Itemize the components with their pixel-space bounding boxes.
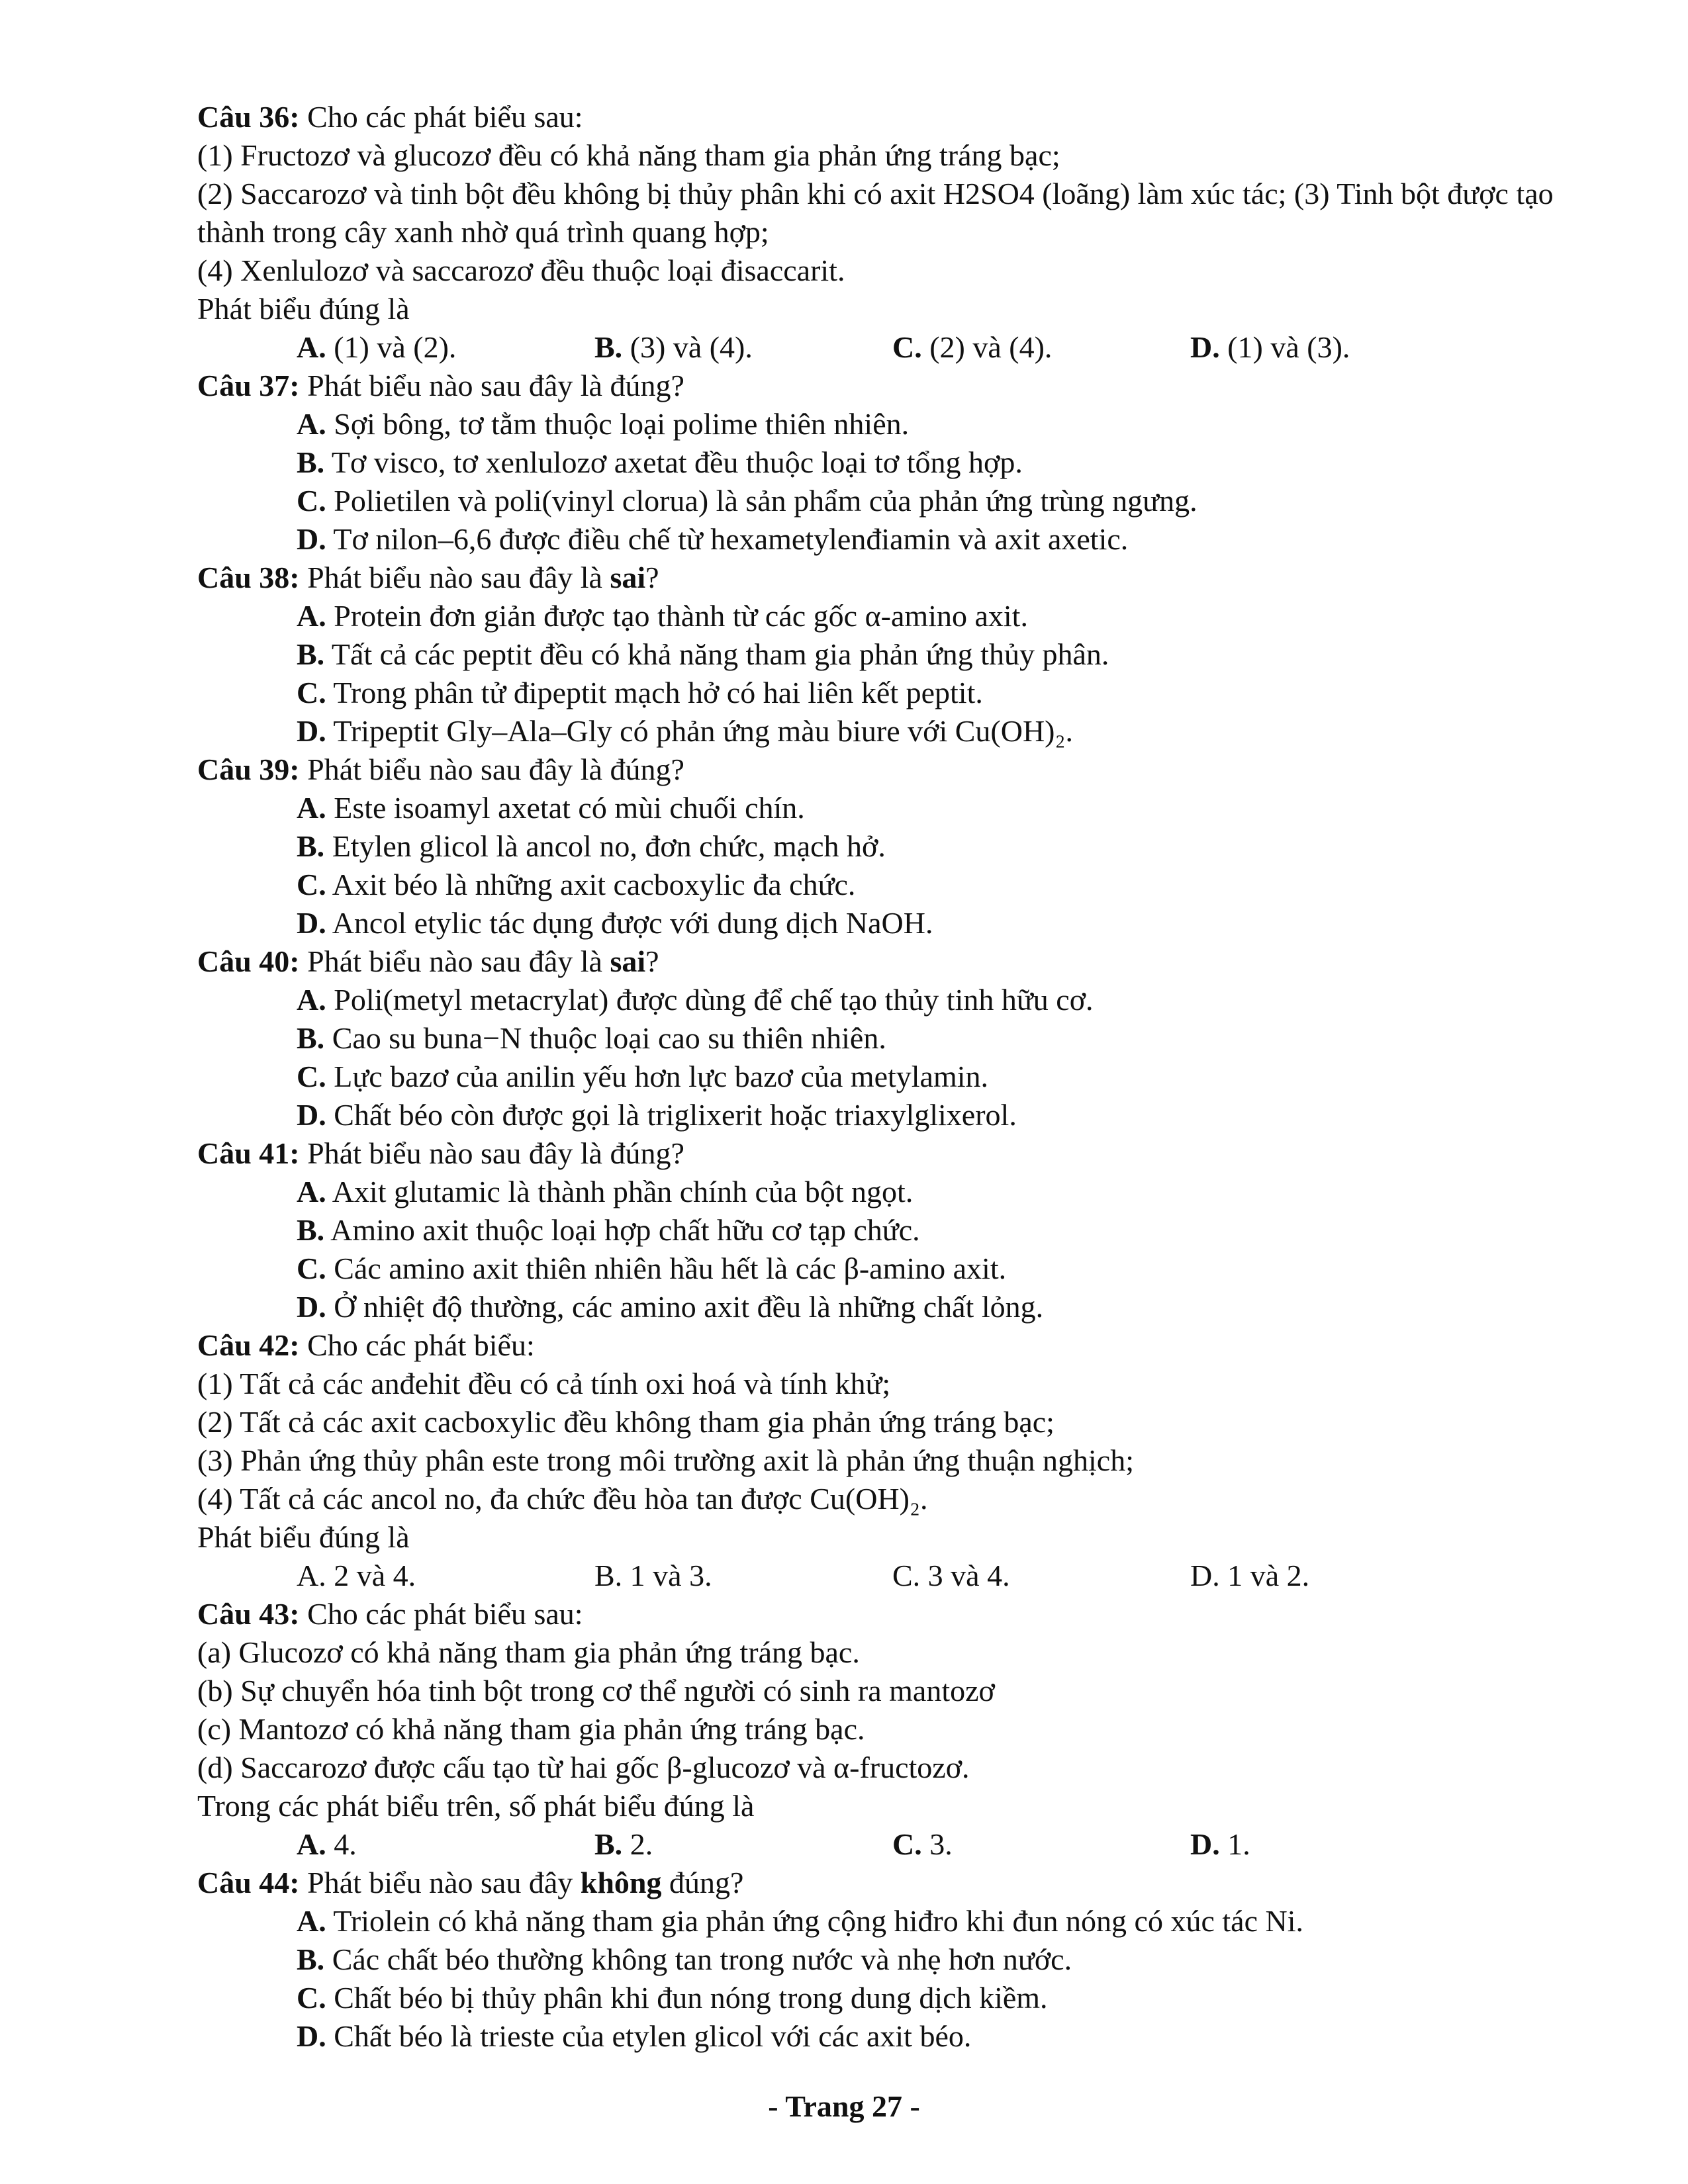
- option-key: C.: [297, 1060, 326, 1093]
- question-37: [197, 367, 1574, 405]
- statement: (d) Saccarozơ được cấu tạo từ hai gốc β-glucozơ và α-fructozơ.: [197, 1751, 970, 1784]
- option-d[interactable]: [197, 520, 1574, 559]
- option-key: A.: [297, 1175, 326, 1208]
- emphasis-word: không: [580, 1866, 662, 1899]
- option-text: Tripeptit Gly–Ala–Gly có phản ứng màu biure với Cu(OH)₂.: [326, 714, 1074, 748]
- option-text: (2) và (4).: [921, 330, 1053, 364]
- option-key: D.: [297, 522, 326, 556]
- option-a[interactable]: [197, 1902, 1574, 1940]
- question-stem: Phát biểu nào sau đây là: [299, 944, 610, 978]
- option-c[interactable]: [892, 1825, 1190, 1864]
- option-text: Cao su buna−N thuộc loại cao su thiên nhiên.: [324, 1021, 886, 1055]
- option-text: Triolein có khả năng tham gia phản ứng cộng hiđro khi đun nóng có xúc tác Ni.: [326, 1904, 1303, 1938]
- option-text: Polietilen và poli(vinyl clorua) là sản phẩm của phản ứng trùng ngưng.: [326, 484, 1197, 518]
- option-c[interactable]: C. 3 và 4.: [892, 1559, 1010, 1592]
- option-key: A.: [297, 407, 326, 441]
- option-text: 1.: [1219, 1827, 1250, 1861]
- option-text: (3) và (4).: [622, 330, 753, 364]
- option-key: D.: [297, 714, 326, 748]
- option-key: C.: [297, 1981, 326, 2015]
- statement: (2) Saccarozơ và tinh bột đều không bị thủy phân khi có axit H2SO4 (loãng) làm xúc tác; (3) Tinh bột được tạo thành trong cây xanh nhờ quá trình quang hợp;: [197, 177, 1554, 249]
- option-text: Poli(metyl metacrylat) được dùng để chế tạo thủy tinh hữu cơ.: [326, 983, 1094, 1017]
- question-36: [197, 98, 1574, 136]
- option-c[interactable]: [892, 328, 1190, 367]
- option-a[interactable]: [197, 1173, 1574, 1211]
- question-label: Câu 37:: [197, 369, 300, 402]
- option-a[interactable]: [297, 1825, 594, 1864]
- question-tail: Phát biểu đúng là: [197, 1520, 410, 1554]
- option-b[interactable]: [594, 328, 892, 367]
- option-text: Các chất béo thường không tan trong nước và nhẹ hơn nước.: [324, 1942, 1072, 1976]
- option-text: Các amino axit thiên nhiên hầu hết là các β-amino axit.: [326, 1251, 1007, 1285]
- option-d[interactable]: [197, 1096, 1574, 1134]
- question-stem: Phát biểu nào sau đây là: [299, 561, 610, 594]
- question-list: [197, 98, 1574, 2056]
- option-key: C.: [297, 676, 326, 709]
- question-stem: Cho các phát biểu:: [299, 1328, 535, 1362]
- option-d[interactable]: [1190, 1825, 1488, 1864]
- question-label: Câu 44:: [197, 1866, 300, 1899]
- option-key: D.: [297, 1290, 326, 1324]
- question-43: [197, 1595, 1574, 1633]
- option-a[interactable]: [197, 597, 1574, 635]
- emphasis-word: sai: [610, 561, 646, 594]
- option-text: Axit béo là những axit cacboxylic đa chức.: [326, 868, 856, 901]
- answer-options: [197, 1825, 1574, 1864]
- question-stem: Phát biểu nào sau đây: [299, 1866, 581, 1899]
- option-key: A.: [297, 983, 326, 1017]
- option-text: Amino axit thuộc loại hợp chất hữu cơ tạp chức.: [324, 1213, 920, 1247]
- page-number: - Trang 27 -: [768, 2089, 920, 2123]
- option-text: Ở nhiệt độ thường, các amino axit đều là những chất lỏng.: [326, 1290, 1044, 1324]
- option-d[interactable]: [197, 2017, 1574, 2056]
- question-stem: Phát biểu nào sau đây là đúng?: [299, 1136, 684, 1170]
- option-key: C.: [892, 1827, 922, 1861]
- option-c[interactable]: [197, 866, 1574, 904]
- option-key: B.: [297, 1213, 325, 1247]
- question-stem-end: ?: [645, 944, 659, 978]
- option-a[interactable]: [197, 789, 1574, 827]
- statement: (2) Tất cả các axit cacboxylic đều không tham gia phản ứng tráng bạc;: [197, 1405, 1055, 1439]
- option-c[interactable]: [197, 674, 1574, 712]
- question-40: [197, 942, 1574, 981]
- option-key: A.: [297, 330, 326, 364]
- option-text: Tất cả các peptit đều có khả năng tham gia phản ứng thủy phân.: [324, 637, 1109, 671]
- question-label: Câu 43:: [197, 1597, 300, 1631]
- option-text: (1) và (3).: [1219, 330, 1350, 364]
- option-b[interactable]: [197, 1019, 1574, 1058]
- question-38: [197, 559, 1574, 597]
- question-stem: Cho các phát biểu sau:: [299, 1597, 583, 1631]
- option-d[interactable]: D. 1 và 2.: [1190, 1559, 1310, 1592]
- option-key: B.: [297, 829, 325, 863]
- option-d[interactable]: [1190, 328, 1488, 367]
- option-c[interactable]: [197, 482, 1574, 520]
- statement: (1) Fructozơ và glucozơ đều có khả năng tham gia phản ứng tráng bạc;: [197, 138, 1060, 172]
- option-d[interactable]: [197, 904, 1574, 942]
- option-key: C.: [297, 1251, 326, 1285]
- question-label: Câu 38:: [197, 561, 300, 594]
- statement: (1) Tất cả các anđehit đều có cả tính oxi hoá và tính khử;: [197, 1367, 891, 1400]
- option-text: 4.: [326, 1827, 357, 1861]
- statement: (3) Phản ứng thủy phân este trong môi trường axit là phản ứng thuận nghịch;: [197, 1443, 1134, 1477]
- option-a[interactable]: A. 2 và 4.: [297, 1559, 416, 1592]
- question-label: Câu 39:: [197, 752, 300, 786]
- option-text: Lực bazơ của anilin yếu hơn lực bazơ của metylamin.: [326, 1060, 989, 1093]
- option-text: Tơ nilon–6,6 được điều chế từ hexametylenđiamin và axit axetic.: [326, 522, 1129, 556]
- option-text: Ancol etylic tác dụng được với dung dịch NaOH.: [326, 906, 933, 940]
- question-tail: Trong các phát biểu trên, số phát biểu đúng là: [197, 1789, 755, 1823]
- question-42: [197, 1326, 1574, 1365]
- option-key: D.: [297, 1098, 326, 1132]
- option-key: A.: [297, 1827, 326, 1861]
- option-a[interactable]: [197, 981, 1574, 1019]
- option-c[interactable]: [197, 1979, 1574, 2017]
- option-key: B.: [297, 1021, 325, 1055]
- statement: (c) Mantozơ có khả năng tham gia phản ứng tráng bạc.: [197, 1712, 865, 1746]
- option-text: Trong phân tử đipeptit mạch hở có hai liên kết peptit.: [326, 676, 983, 709]
- option-text: Chất béo còn được gọi là triglixerit hoặc triaxylglixerol.: [326, 1098, 1017, 1132]
- question-stem: Phát biểu nào sau đây là đúng?: [299, 369, 684, 402]
- question-label: Câu 41:: [197, 1136, 300, 1170]
- option-text: Axit glutamic là thành phần chính của bột ngọt.: [326, 1175, 914, 1208]
- question-stem: Cho các phát biểu sau:: [299, 100, 583, 134]
- option-b[interactable]: [197, 827, 1574, 866]
- option-text: Chất béo là trieste của etylen glicol với các axit béo.: [326, 2019, 972, 2053]
- option-b[interactable]: [197, 1940, 1574, 1979]
- question-label: Câu 40:: [197, 944, 300, 978]
- option-text: Chất béo bị thủy phân khi đun nóng trong dung dịch kiềm.: [326, 1981, 1048, 2015]
- option-key: C.: [892, 330, 922, 364]
- option-key: C.: [297, 868, 326, 901]
- option-key: B.: [297, 1942, 325, 1976]
- option-text: Etylen glicol là ancol no, đơn chức, mạch hở.: [324, 829, 886, 863]
- option-key: A.: [297, 1904, 326, 1938]
- emphasis-word: sai: [610, 944, 646, 978]
- question-stem-end: đúng?: [661, 1866, 744, 1899]
- option-a[interactable]: [197, 405, 1574, 443]
- option-d[interactable]: [197, 712, 1574, 751]
- option-text: Tơ visco, tơ xenlulozơ axetat đều thuộc loại tơ tổng hợp.: [324, 445, 1023, 479]
- option-key: B.: [297, 637, 325, 671]
- option-key: B.: [594, 1827, 623, 1861]
- question-44: [197, 1864, 1574, 1902]
- option-key: B.: [594, 330, 623, 364]
- option-b[interactable]: [197, 635, 1574, 674]
- question-label: Câu 42:: [197, 1328, 300, 1362]
- option-key: A.: [297, 599, 326, 633]
- option-a[interactable]: [297, 328, 594, 367]
- option-c[interactable]: [197, 1058, 1574, 1096]
- answer-options: [197, 328, 1574, 367]
- option-key: D.: [297, 906, 326, 940]
- option-key: C.: [297, 484, 326, 518]
- option-text: Sợi bông, tơ tằm thuộc loại polime thiên nhiên.: [326, 407, 910, 441]
- statement: (4) Xenlulozơ và saccarozơ đều thuộc loại đisaccarit.: [197, 253, 845, 287]
- question-label: Câu 36:: [197, 100, 300, 134]
- question-tail: Phát biểu đúng là: [197, 292, 410, 326]
- statement: (a) Glucozơ có khả năng tham gia phản ứng tráng bạc.: [197, 1635, 860, 1669]
- question-stem-end: ?: [645, 561, 659, 594]
- statement: (b) Sự chuyển hóa tinh bột trong cơ thể người có sinh ra mantozơ: [197, 1674, 995, 1707]
- option-text: (1) và (2).: [326, 330, 457, 364]
- question-stem: Phát biểu nào sau đây là đúng?: [299, 752, 684, 786]
- option-key: D.: [297, 2019, 326, 2053]
- option-d[interactable]: [197, 1288, 1574, 1326]
- question-41: [197, 1134, 1574, 1173]
- option-b[interactable]: B. 1 và 3.: [594, 1559, 712, 1592]
- question-39: [197, 751, 1574, 789]
- option-b[interactable]: [594, 1825, 892, 1864]
- option-b[interactable]: [197, 1211, 1574, 1250]
- option-key: D.: [1190, 1827, 1220, 1861]
- option-key: B.: [297, 445, 325, 479]
- option-text: 2.: [622, 1827, 653, 1861]
- option-key: D.: [1190, 330, 1220, 364]
- option-c[interactable]: [197, 1250, 1574, 1288]
- statement: (4) Tất cả các ancol no, đa chức đều hòa tan được Cu(OH)₂.: [197, 1482, 928, 1516]
- answer-options: [197, 1557, 1574, 1595]
- option-text: Este isoamyl axetat có mùi chuối chín.: [326, 791, 805, 825]
- option-text: Protein đơn giản được tạo thành từ các gốc α-amino axit.: [326, 599, 1028, 633]
- option-b[interactable]: [197, 443, 1574, 482]
- option-key: A.: [297, 791, 326, 825]
- option-text: 3.: [921, 1827, 953, 1861]
